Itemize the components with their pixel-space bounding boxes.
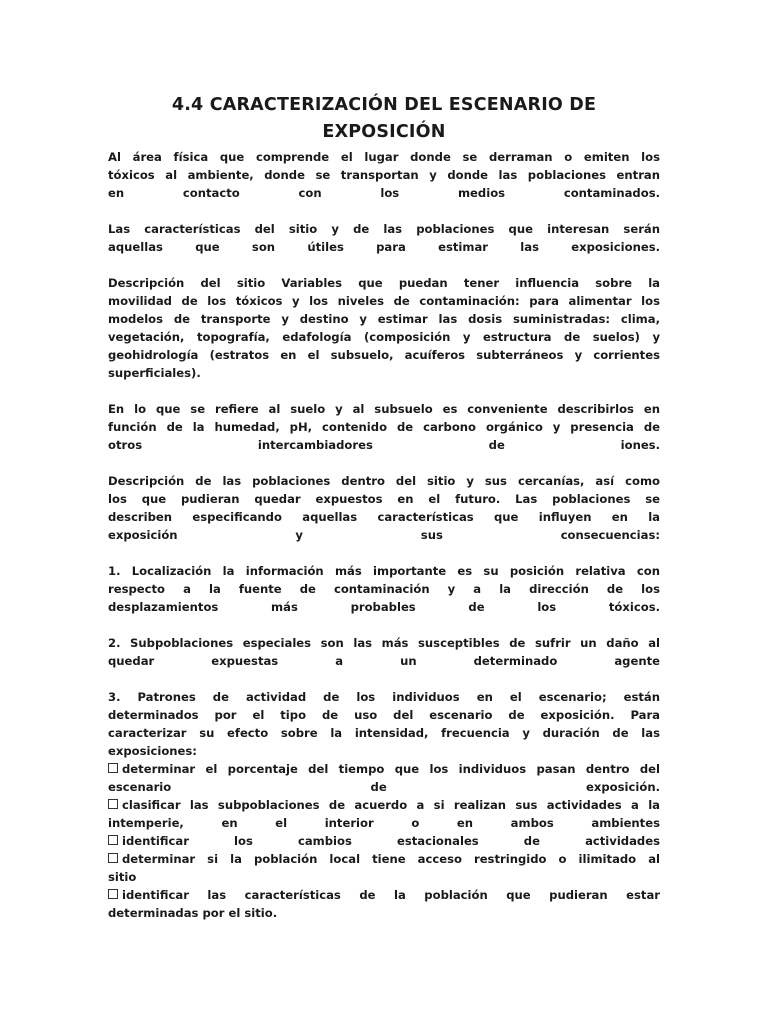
bullet-box-icon [108, 763, 118, 773]
document-page [108, 92, 660, 922]
bullet-box-icon [108, 835, 118, 845]
text-line: geohidrología (estratos en el subsuelo, acuíferos subterráneos y corrientes [108, 348, 660, 362]
paragraph-localizacion [108, 562, 660, 616]
paragraph-descripcion-sitio [108, 274, 660, 382]
list-item [108, 796, 660, 832]
paragraph-caracteristicas [108, 220, 660, 256]
text-line: describen especificando aquellas características que influyen en la [108, 510, 660, 524]
text-line: en contacto con los medios contaminados. [108, 186, 660, 200]
text-line: 2. Subpoblaciones especiales son las más susceptibles de sufrir un daño al [108, 636, 660, 650]
paragraph-patrones-actividad [108, 688, 660, 922]
bullet-text: determinar el porcentaje del tiempo que los individuos pasan dentro del [122, 762, 660, 776]
text-line: función de la humedad, pH, contenido de carbono orgánico y presencia de [108, 420, 660, 434]
text-line: caracterizar su efecto sobre la intensidad, frecuencia y duración de las [108, 726, 660, 740]
paragraph-suelo [108, 400, 660, 454]
text-line: movilidad de los tóxicos y los niveles de contaminación: para alimentar los [108, 294, 660, 308]
text-line: En lo que se refiere al suelo y al subsuelo es conveniente describirlos en [108, 402, 660, 416]
text-line: otros intercambiadores de iones. [108, 438, 660, 452]
text-line: exposición y sus consecuencias: [108, 528, 660, 542]
text-line: quedar expuestas a un determinado agente [108, 654, 660, 668]
text-line: desplazamientos más probables de los tóxicos. [108, 600, 660, 614]
text-line: 3. Patrones de actividad de los individuos en el escenario; están [108, 690, 660, 704]
bullet-text: identificar los cambios estacionales de actividades [122, 834, 660, 848]
text-line: los que pudieran quedar expuestos en el futuro. Las poblaciones se [108, 492, 660, 506]
text-line: superficiales). [108, 366, 201, 380]
bullet-box-icon [108, 853, 118, 863]
text-line: respecto a la fuente de contaminación y a la dirección de los [108, 582, 660, 596]
text-line: exposiciones: [108, 744, 197, 758]
title-line-1: 4.4 CARACTERIZACIÓN DEL ESCENARIO DE [171, 95, 597, 115]
bullet-text: determinar si la población local tiene acceso restringido o ilimitado al [122, 852, 660, 866]
text-line: tóxicos al ambiente, donde se transportan y donde las poblaciones entran [108, 168, 660, 182]
text-line: vegetación, topografía, edafología (composición y estructura de suelos) y [108, 330, 660, 344]
text-line: Al área física que comprende el lugar donde se derraman o emiten los [108, 150, 660, 164]
text-line: escenario de exposición. [108, 780, 660, 794]
text-line: Descripción del sitio Variables que puedan tener influencia sobre la [108, 276, 660, 290]
text-line: Descripción de las poblaciones dentro del sitio y sus cercanías, así como [108, 474, 660, 488]
page-title [108, 92, 660, 146]
title-line-2: EXPOSICIÓN [322, 122, 446, 142]
text-line: intemperie, en el interior o en ambos ambientes [108, 816, 660, 830]
bullet-text: clasificar las subpoblaciones de acuerdo a si realizan sus actividades a la [122, 798, 660, 812]
text-line: determinadas por el sitio. [108, 906, 278, 920]
text-line: Las características del sitio y de las poblaciones que interesan serán [108, 222, 660, 236]
list-item [108, 886, 660, 922]
paragraph-poblaciones [108, 472, 660, 544]
list-item [108, 760, 660, 796]
bullet-list [108, 760, 660, 922]
list-item [108, 832, 660, 850]
text-line: aquellas que son útiles para estimar las exposiciones. [108, 240, 660, 254]
paragraph-area-fisica [108, 148, 660, 202]
bullet-box-icon [108, 799, 118, 809]
bullet-box-icon [108, 889, 118, 899]
bullet-text: identificar las características de la población que pudieran estar [122, 888, 660, 902]
text-line: sitio [108, 870, 137, 884]
paragraph-subpoblaciones [108, 634, 660, 670]
document-body [108, 148, 660, 922]
list-item [108, 850, 660, 886]
text-line: determinados por el tipo de uso del escenario de exposición. Para [108, 708, 660, 722]
text-line: 1. Localización la información más importante es su posición relativa con [108, 564, 660, 578]
text-line: modelos de transporte y destino y estimar las dosis suministradas: clima, [108, 312, 660, 326]
